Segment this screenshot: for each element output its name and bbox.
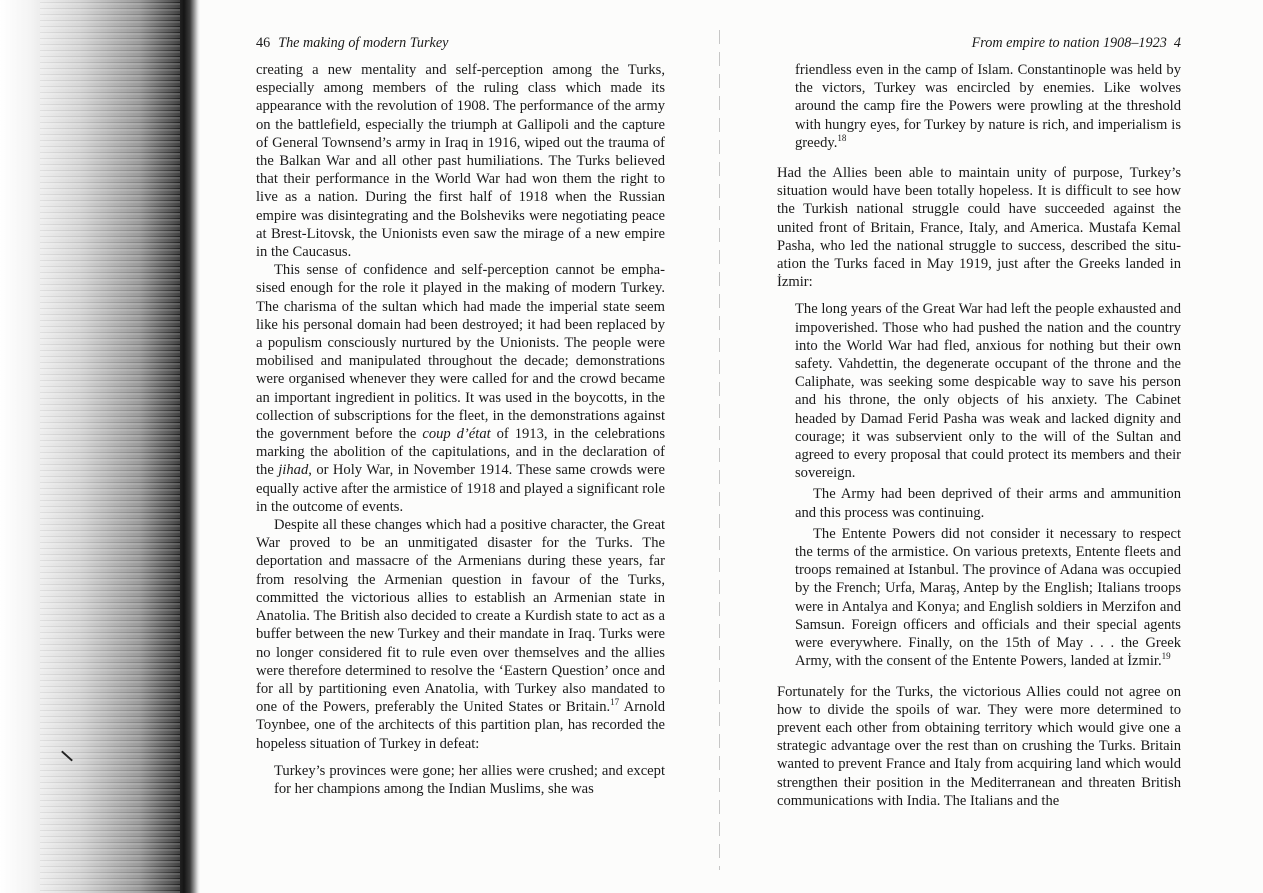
footnote-ref-18: 18 (837, 132, 847, 143)
right-running-head (777, 34, 1181, 51)
left-quote-start: Turkey’s provinces were gone; her allies were crushed; and except for her champions among the Indian Muslims, she was (274, 762, 665, 797)
right-quote-2-para-1: The long years of the Great War had left the people exhausted and impoverished. Those who had pushed the nation and the country into the World War had fled, anxious for nothing but their own safety. Vahdettin, the degenerate occupant of the throne and the Caliphate, was seeking some despicable way to save his person and his throne, the only objects of his anxiety. The Cabinet headed by Damad Ferid Pasha was weak and lacked dignity and courage; it was subservient only to the will of the Sultan and agreed to every proposal that could protect its members and their sovereign. (795, 301, 1181, 482)
right-quote-2-para-2: The Army had been deprived of their arms and ammunition and this process was continuing. (795, 486, 1181, 521)
binding-texture (40, 0, 180, 893)
right-quote-2-para-3: The Entente Powers did not consider it necessary to respect the terms of the armistice. On various pretexts, Entente fleets and troops remained at Istanbul. The province of Adana was occupied by the French; Urfa, Maraş, Antep by the English; Italians troops were in Antalya and Konya; and English soldiers in Merzifon and Samsun. Foreign officers and officials and their special agents were everywhere. Finally, on the 15th of May . . . the Greek Army, with the consent of the Entente Powers, landed at İzmir.$^{19}$ (795, 525, 1181, 670)
left-paragraph-2: This sense of confidence and self-perception cannot be emphasised enough for the role it played in the making of modern Turkey. The charisma of the sultan which had made the imperial state seem like his personal domain had been destroyed; it had been replaced by a populism consciously nurtured by the Unionists. The people were mobilised and manipulated throughout the decade; demonstrations were organised whenever they were called for and the crowd became an important ingredient in politics. It was used in the boycotts, in the collection of subscriptions for the fleet, in the demonstrations against the government before the coup d’état of 1913, in the celebrations marking the abolition of the capitulations, and in the declaration of the jihad, or Holy War, in November 1914. These same crowds were equally active after the armistice of 1918 and played a significant role in the outcome of events. (256, 262, 665, 515)
page-fold-line (719, 30, 720, 870)
right-quote-1: friendless even in the camp of Islam. Constantinople was held by the victors, Turkey was encircled by enemies. Like wolves around the camp fire the Powers were prowling at the threshold with hungry eyes, for Turkey by nature is rich, and imperialism is greedy.$^{18}$ (795, 62, 1181, 151)
right-paragraph-2: Fortunately for the Turks, the victorious Allies could not agree on how to divide the spoils of war. They were more determined to prevent each other from obtaining territory which would give one a strategic advantage over the rest than on crushing the Turks. Britain wanted to prevent France and Italy from acquiring land which would strengthen their position in the Mediterranean and threaten British communications with India. The Italians and the (777, 683, 1181, 809)
left-paragraph-3: Despite all these changes which had a positive character, the Great War proved to be an unmitigated disaster for the Turks. The deportation and massacre of the Armenians during these years, far from resolving the Armenian question in favour of the Turks, committed the victorious allies to establish an Armenian state in Anatolia. The British also decided to create a Kurdish state to act as a buffer between the new Turkey and their mandate in Iraq. Turks were no longer considered fit to rule even over themselves and the allies were therefore determined to resolve the ‘Eastern Question’ once and for all by partitioning even Anatolia, with Turkey also mandated to one of the Powers, preferably the United States or Britain.$^{17}$ Arnold Toynbee, one of the architects of this partition plan, has recorded the hopeless situation of Turkey in defeat: (256, 517, 666, 752)
right-running-title: From empire to nation 1908–1923 (971, 35, 1167, 51)
right-paragraph-1: Had the Allies been able to maintain unity of purpose, Turkey’s situation would have been totally hopeless. It is difficult to see how the Turkish national struggle could have succeeded against the united front of Britain, France, Italy, and America. Mustafa Kemal Pasha, who led the national struggle to success, described the situation the Turks faced in May 1919, just after the Greeks landed in İzmir: (777, 165, 1181, 291)
left-page-number: 46 (256, 35, 271, 51)
left-running-title: The making of modern Turkey (278, 35, 449, 51)
right-page (777, 34, 1181, 810)
left-paragraph-1: creating a new mentality and self-perception among the Turks, especially among members of the ruling class which made its appearance with the revolution of 1908. The performance of the army on the battlefield, especially the triumph at Gallipoli and the capture of General Townsend’s army in Iraq in 1916, wiped out the trauma of the Balkan War and all other past humiliations. The Turks believed that their performance in the World War had won them the right to live as a nation. During the first half of 1918 when the Russian empire was disintegrating and the Bolsheviks were negotiating peace at Brest-Litovsk, the Unionists even saw the mirage of a new empire in the Caucasus. (256, 62, 665, 261)
left-page (256, 34, 665, 798)
left-running-head (256, 34, 665, 51)
footnote-ref-19: 19 (1161, 651, 1171, 662)
footnote-ref-17: 17 (610, 697, 620, 708)
right-page-number: 4 (1173, 35, 1181, 51)
